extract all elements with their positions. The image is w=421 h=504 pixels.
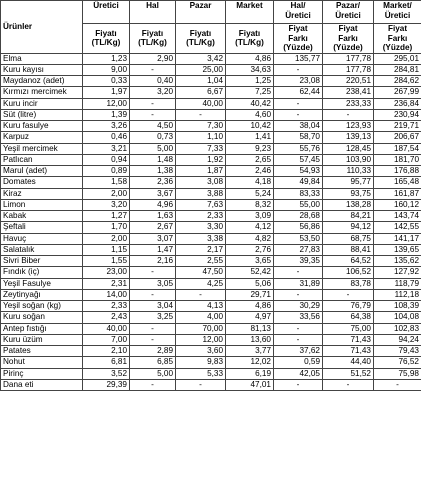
wholesale-price-cell: 3,25 bbox=[130, 312, 176, 323]
market-unit-header: Fiyatı (TL/Kg) bbox=[226, 24, 274, 54]
wholesale-producer-diff-cell: 33,56 bbox=[274, 312, 323, 323]
product-name-cell: Domates bbox=[1, 177, 83, 188]
table-row bbox=[1, 132, 421, 143]
wholesale-producer-diff-cell: - bbox=[274, 267, 323, 278]
market-producer-diff-cell: 295,01 bbox=[374, 53, 421, 64]
producer-price-cell: 0,33 bbox=[83, 76, 130, 87]
market-price-cell: 9,23 bbox=[226, 143, 274, 154]
product-name-cell: Kuru kayısı bbox=[1, 64, 83, 75]
bazaar-producer-diff-cell: 75,00 bbox=[323, 323, 374, 334]
bazaar-producer-diff-cell: 128,45 bbox=[323, 143, 374, 154]
market-price-cell: 81,13 bbox=[226, 323, 274, 334]
wholesale-producer-diff-cell: 27,83 bbox=[274, 244, 323, 255]
market-producer-diff-cell: 75,98 bbox=[374, 368, 421, 379]
wholesale-column-header: Hal bbox=[130, 1, 176, 24]
producer-price-cell: 2,43 bbox=[83, 312, 130, 323]
product-name-cell: Havuç bbox=[1, 233, 83, 244]
wholesale-producer-diff-cell: 57,45 bbox=[274, 154, 323, 165]
market-price-cell: 3,09 bbox=[226, 211, 274, 222]
wholesale-price-cell: 1,38 bbox=[130, 166, 176, 177]
bazaar-unit-header: Fiyatı (TL/Kg) bbox=[176, 24, 226, 54]
product-name-cell: Kırmızı mercimek bbox=[1, 87, 83, 98]
product-name-cell: Maydanoz (adet) bbox=[1, 76, 83, 87]
market-price-cell: 40,42 bbox=[226, 98, 274, 109]
bazaar-price-cell: - bbox=[176, 379, 226, 390]
bazaar-producer-diff-cell: 177,78 bbox=[323, 53, 374, 64]
wholesale-producer-diff-cell: 0,59 bbox=[274, 357, 323, 368]
wholesale-producer-column-header: Hal/ Üretici bbox=[274, 1, 323, 24]
producer-price-cell: 1,23 bbox=[83, 53, 130, 64]
market-producer-diff-cell: 112,18 bbox=[374, 289, 421, 300]
market-producer-diff-cell: 267,99 bbox=[374, 87, 421, 98]
market-producer-diff-cell: 165,48 bbox=[374, 177, 421, 188]
bazaar-price-cell: 3,88 bbox=[176, 188, 226, 199]
bazaar-price-cell: 1,92 bbox=[176, 154, 226, 165]
producer-price-cell: 1,70 bbox=[83, 222, 130, 233]
producer-price-cell: 1,97 bbox=[83, 87, 130, 98]
product-name-cell: Marul (adet) bbox=[1, 166, 83, 177]
bazaar-price-cell: 2,55 bbox=[176, 256, 226, 267]
market-producer-diff-cell: 236,84 bbox=[374, 98, 421, 109]
table-row bbox=[1, 222, 421, 233]
wholesale-producer-diff-cell: 56,86 bbox=[274, 222, 323, 233]
market-price-cell: 6,19 bbox=[226, 368, 274, 379]
bazaar-price-cell: - bbox=[176, 109, 226, 120]
wholesale-producer-diff-cell: - bbox=[274, 334, 323, 345]
bazaar-producer-diff-cell: 71,43 bbox=[323, 346, 374, 357]
market-price-cell: 47,01 bbox=[226, 379, 274, 390]
producer-price-cell: 2,33 bbox=[83, 301, 130, 312]
table-row bbox=[1, 368, 421, 379]
table-row bbox=[1, 334, 421, 345]
market-producer-diff-cell: 118,79 bbox=[374, 278, 421, 289]
market-producer-diff-cell: - bbox=[374, 379, 421, 390]
table-row bbox=[1, 211, 421, 222]
wholesale-price-cell: - bbox=[130, 109, 176, 120]
producer-price-cell: 9,00 bbox=[83, 64, 130, 75]
product-name-cell: Fındık (iç) bbox=[1, 267, 83, 278]
product-name-cell: Sivri Biber bbox=[1, 256, 83, 267]
bazaar-price-cell: 3,30 bbox=[176, 222, 226, 233]
product-name-cell: Karpuz bbox=[1, 132, 83, 143]
bazaar-price-cell: 2,17 bbox=[176, 244, 226, 255]
wholesale-price-cell: 1,48 bbox=[130, 154, 176, 165]
bazaar-price-cell: 4,13 bbox=[176, 301, 226, 312]
bazaar-producer-diff-cell: 139,13 bbox=[323, 132, 374, 143]
market-producer-diff-cell: 230,94 bbox=[374, 109, 421, 120]
bazaar-producer-unit-header: Fiyat Farkı (Yüzde) bbox=[323, 24, 374, 54]
market-producer-diff-cell: 219,71 bbox=[374, 121, 421, 132]
market-producer-diff-cell: 139,65 bbox=[374, 244, 421, 255]
table-row bbox=[1, 301, 421, 312]
wholesale-producer-diff-cell: - bbox=[274, 109, 323, 120]
product-name-cell: Elma bbox=[1, 53, 83, 64]
market-producer-diff-cell: 161,87 bbox=[374, 188, 421, 199]
market-producer-diff-cell: 102,83 bbox=[374, 323, 421, 334]
bazaar-producer-diff-cell: 106,52 bbox=[323, 267, 374, 278]
wholesale-unit-header: Fiyatı (TL/Kg) bbox=[130, 24, 176, 54]
bazaar-price-cell: 9,83 bbox=[176, 357, 226, 368]
table-row bbox=[1, 256, 421, 267]
market-price-cell: 2,76 bbox=[226, 244, 274, 255]
market-producer-diff-cell: 76,52 bbox=[374, 357, 421, 368]
wholesale-producer-diff-cell: 55,76 bbox=[274, 143, 323, 154]
wholesale-producer-diff-cell: 58,70 bbox=[274, 132, 323, 143]
market-producer-diff-cell: 108,39 bbox=[374, 301, 421, 312]
market-producer-diff-cell: 135,62 bbox=[374, 256, 421, 267]
producer-price-cell: 2,00 bbox=[83, 188, 130, 199]
wholesale-producer-diff-cell: 30,29 bbox=[274, 301, 323, 312]
product-name-cell: Pirinç bbox=[1, 368, 83, 379]
producer-price-cell: 2,00 bbox=[83, 233, 130, 244]
wholesale-price-cell: - bbox=[130, 323, 176, 334]
market-column-header: Market bbox=[226, 1, 274, 24]
product-name-cell: Patates bbox=[1, 346, 83, 357]
market-producer-diff-cell: 104,08 bbox=[374, 312, 421, 323]
wholesale-producer-unit-header: Fiyat Farkı (Yüzde) bbox=[274, 24, 323, 54]
producer-price-cell: 12,00 bbox=[83, 98, 130, 109]
wholesale-price-cell: 1,63 bbox=[130, 211, 176, 222]
bazaar-producer-diff-cell: - bbox=[323, 289, 374, 300]
wholesale-producer-diff-cell: 39,35 bbox=[274, 256, 323, 267]
producer-price-cell: 23,00 bbox=[83, 267, 130, 278]
bazaar-producer-diff-cell: 220,51 bbox=[323, 76, 374, 87]
bazaar-price-cell: 40,00 bbox=[176, 98, 226, 109]
bazaar-producer-diff-cell: - bbox=[323, 379, 374, 390]
producer-price-cell: 0,89 bbox=[83, 166, 130, 177]
market-price-cell: 1,25 bbox=[226, 76, 274, 87]
market-price-cell: 4,60 bbox=[226, 109, 274, 120]
wholesale-price-cell: 2,67 bbox=[130, 222, 176, 233]
wholesale-price-cell: - bbox=[130, 64, 176, 75]
wholesale-producer-diff-cell: 38,04 bbox=[274, 121, 323, 132]
bazaar-price-cell: 3,60 bbox=[176, 346, 226, 357]
bazaar-price-cell: 2,33 bbox=[176, 211, 226, 222]
table-row bbox=[1, 166, 421, 177]
wholesale-producer-diff-cell: - bbox=[274, 64, 323, 75]
product-name-cell: Zeytinyağı bbox=[1, 289, 83, 300]
product-name-cell: Kiraz bbox=[1, 188, 83, 199]
table-row bbox=[1, 312, 421, 323]
market-price-cell: 5,24 bbox=[226, 188, 274, 199]
wholesale-price-cell: 3,20 bbox=[130, 87, 176, 98]
market-producer-diff-cell: 284,62 bbox=[374, 76, 421, 87]
market-price-cell: 2,65 bbox=[226, 154, 274, 165]
bazaar-price-cell: 5,33 bbox=[176, 368, 226, 379]
wholesale-price-cell: 4,96 bbox=[130, 199, 176, 210]
table-row bbox=[1, 346, 421, 357]
market-producer-column-header: Market/ Üretici bbox=[374, 1, 421, 24]
product-name-cell: Kuru incir bbox=[1, 98, 83, 109]
product-name-cell: Yeşil Fasulye bbox=[1, 278, 83, 289]
product-name-cell: Yeşil mercimek bbox=[1, 143, 83, 154]
market-price-cell: 7,25 bbox=[226, 87, 274, 98]
market-price-cell: 5,06 bbox=[226, 278, 274, 289]
market-price-cell: 1,41 bbox=[226, 132, 274, 143]
bazaar-producer-diff-cell: 238,41 bbox=[323, 87, 374, 98]
bazaar-price-cell: 7,30 bbox=[176, 121, 226, 132]
table-row bbox=[1, 98, 421, 109]
bazaar-producer-diff-cell: 64,52 bbox=[323, 256, 374, 267]
producer-price-cell: 1,58 bbox=[83, 177, 130, 188]
market-price-cell: 4,86 bbox=[226, 301, 274, 312]
table-row bbox=[1, 233, 421, 244]
bazaar-price-cell: 47,50 bbox=[176, 267, 226, 278]
table-row bbox=[1, 244, 421, 255]
bazaar-price-cell: 1,10 bbox=[176, 132, 226, 143]
table-row bbox=[1, 188, 421, 199]
producer-price-cell: 3,26 bbox=[83, 121, 130, 132]
bazaar-producer-diff-cell: 88,41 bbox=[323, 244, 374, 255]
table-row bbox=[1, 64, 421, 75]
market-producer-diff-cell: 94,24 bbox=[374, 334, 421, 345]
market-producer-diff-cell: 142,55 bbox=[374, 222, 421, 233]
table-row bbox=[1, 154, 421, 165]
wholesale-price-cell: 2,90 bbox=[130, 53, 176, 64]
product-name-cell: Kabak bbox=[1, 211, 83, 222]
wholesale-price-cell: 5,00 bbox=[130, 143, 176, 154]
wholesale-producer-diff-cell: - bbox=[274, 289, 323, 300]
bazaar-producer-diff-cell: 95,77 bbox=[323, 177, 374, 188]
bazaar-price-cell: - bbox=[176, 289, 226, 300]
wholesale-price-cell: - bbox=[130, 379, 176, 390]
market-price-cell: 4,97 bbox=[226, 312, 274, 323]
table-row bbox=[1, 379, 421, 390]
bazaar-price-cell: 3,42 bbox=[176, 53, 226, 64]
bazaar-producer-diff-cell: 71,43 bbox=[323, 334, 374, 345]
product-name-cell: Antep fıstığı bbox=[1, 323, 83, 334]
wholesale-producer-diff-cell: 23,08 bbox=[274, 76, 323, 87]
wholesale-price-cell: - bbox=[130, 98, 176, 109]
wholesale-price-cell: - bbox=[130, 289, 176, 300]
market-price-cell: 3,65 bbox=[226, 256, 274, 267]
producer-price-cell: 1,39 bbox=[83, 109, 130, 120]
market-price-cell: 10,42 bbox=[226, 121, 274, 132]
wholesale-producer-diff-cell: 55,00 bbox=[274, 199, 323, 210]
market-producer-unit-header: Fiyat Farkı (Yüzde) bbox=[374, 24, 421, 54]
bazaar-producer-diff-cell: 84,21 bbox=[323, 211, 374, 222]
wholesale-producer-diff-cell: - bbox=[274, 323, 323, 334]
producer-price-cell: 1,15 bbox=[83, 244, 130, 255]
bazaar-producer-diff-cell: 83,78 bbox=[323, 278, 374, 289]
bazaar-producer-diff-cell: 103,90 bbox=[323, 154, 374, 165]
bazaar-producer-diff-cell: 68,75 bbox=[323, 233, 374, 244]
product-name-cell: Süt (litre) bbox=[1, 109, 83, 120]
producer-price-cell: 3,21 bbox=[83, 143, 130, 154]
market-price-cell: 3,77 bbox=[226, 346, 274, 357]
bazaar-producer-diff-cell: 123,93 bbox=[323, 121, 374, 132]
wholesale-price-cell: 6,85 bbox=[130, 357, 176, 368]
market-price-cell: 52,42 bbox=[226, 267, 274, 278]
wholesale-producer-diff-cell: 62,44 bbox=[274, 87, 323, 98]
wholesale-producer-diff-cell: 83,33 bbox=[274, 188, 323, 199]
producer-price-cell: 2,10 bbox=[83, 346, 130, 357]
wholesale-price-cell: 1,47 bbox=[130, 244, 176, 255]
market-price-cell: 8,32 bbox=[226, 199, 274, 210]
wholesale-price-cell: 3,67 bbox=[130, 188, 176, 199]
market-producer-diff-cell: 141,17 bbox=[374, 233, 421, 244]
market-producer-diff-cell: 206,67 bbox=[374, 132, 421, 143]
table-row bbox=[1, 199, 421, 210]
market-producer-diff-cell: 187,54 bbox=[374, 143, 421, 154]
bazaar-producer-diff-cell: 64,38 bbox=[323, 312, 374, 323]
bazaar-price-cell: 1,04 bbox=[176, 76, 226, 87]
bazaar-producer-diff-cell: 93,75 bbox=[323, 188, 374, 199]
product-name-cell: Nohut bbox=[1, 357, 83, 368]
market-price-cell: 13,60 bbox=[226, 334, 274, 345]
bazaar-producer-diff-cell: - bbox=[323, 109, 374, 120]
bazaar-producer-diff-cell: 177,78 bbox=[323, 64, 374, 75]
product-name-cell: Patlıcan bbox=[1, 154, 83, 165]
producer-price-cell: 0,94 bbox=[83, 154, 130, 165]
bazaar-producer-diff-cell: 51,52 bbox=[323, 368, 374, 379]
product-name-cell: Dana eti bbox=[1, 379, 83, 390]
market-producer-diff-cell: 181,70 bbox=[374, 154, 421, 165]
product-name-cell: Kuru fasulye bbox=[1, 121, 83, 132]
table-row bbox=[1, 143, 421, 154]
wholesale-price-cell: 5,00 bbox=[130, 368, 176, 379]
table-row bbox=[1, 121, 421, 132]
market-price-cell: 2,46 bbox=[226, 166, 274, 177]
bazaar-price-cell: 25,00 bbox=[176, 64, 226, 75]
bazaar-price-cell: 12,00 bbox=[176, 334, 226, 345]
bazaar-price-cell: 4,25 bbox=[176, 278, 226, 289]
wholesale-producer-diff-cell: 42,05 bbox=[274, 368, 323, 379]
table-row bbox=[1, 87, 421, 98]
wholesale-producer-diff-cell: - bbox=[274, 379, 323, 390]
bazaar-price-cell: 1,87 bbox=[176, 166, 226, 177]
product-name-cell: Kuru üzüm bbox=[1, 334, 83, 345]
producer-price-cell: 6,81 bbox=[83, 357, 130, 368]
bazaar-price-cell: 7,63 bbox=[176, 199, 226, 210]
product-name-cell: Kuru soğan bbox=[1, 312, 83, 323]
market-price-cell: 4,18 bbox=[226, 177, 274, 188]
table-row bbox=[1, 177, 421, 188]
producer-price-cell: 14,00 bbox=[83, 289, 130, 300]
bazaar-producer-diff-cell: 233,33 bbox=[323, 98, 374, 109]
table-row bbox=[1, 76, 421, 87]
wholesale-price-cell: 2,89 bbox=[130, 346, 176, 357]
table-row bbox=[1, 278, 421, 289]
market-price-cell: 4,12 bbox=[226, 222, 274, 233]
producer-price-cell: 40,00 bbox=[83, 323, 130, 334]
market-producer-diff-cell: 127,92 bbox=[374, 267, 421, 278]
table-row bbox=[1, 53, 421, 64]
wholesale-producer-diff-cell: 135,77 bbox=[274, 53, 323, 64]
table-row bbox=[1, 267, 421, 278]
bazaar-producer-diff-cell: 44,40 bbox=[323, 357, 374, 368]
bazaar-price-cell: 3,38 bbox=[176, 233, 226, 244]
wholesale-producer-diff-cell: 28,68 bbox=[274, 211, 323, 222]
producer-price-cell: 3,20 bbox=[83, 199, 130, 210]
bazaar-price-cell: 70,00 bbox=[176, 323, 226, 334]
bazaar-price-cell: 4,00 bbox=[176, 312, 226, 323]
bazaar-price-cell: 7,33 bbox=[176, 143, 226, 154]
table-row bbox=[1, 323, 421, 334]
wholesale-price-cell: 0,40 bbox=[130, 76, 176, 87]
producer-price-cell: 1,55 bbox=[83, 256, 130, 267]
bazaar-price-cell: 3,08 bbox=[176, 177, 226, 188]
market-price-cell: 29,71 bbox=[226, 289, 274, 300]
market-price-cell: 12,02 bbox=[226, 357, 274, 368]
product-name-cell: Salatalık bbox=[1, 244, 83, 255]
bazaar-producer-column-header: Pazar/ Üretici bbox=[323, 1, 374, 24]
product-name-cell: Yeşil soğan (kg) bbox=[1, 301, 83, 312]
bazaar-producer-diff-cell: 94,12 bbox=[323, 222, 374, 233]
bazaar-producer-diff-cell: 76,79 bbox=[323, 301, 374, 312]
wholesale-producer-diff-cell: 49,84 bbox=[274, 177, 323, 188]
wholesale-producer-diff-cell: 54,93 bbox=[274, 166, 323, 177]
wholesale-price-cell: 2,36 bbox=[130, 177, 176, 188]
wholesale-price-cell: 2,16 bbox=[130, 256, 176, 267]
bazaar-price-cell: 6,67 bbox=[176, 87, 226, 98]
producer-price-cell: 7,00 bbox=[83, 334, 130, 345]
wholesale-producer-diff-cell: 37,62 bbox=[274, 346, 323, 357]
market-producer-diff-cell: 176,88 bbox=[374, 166, 421, 177]
table-row bbox=[1, 357, 421, 368]
product-name-cell: Limon bbox=[1, 199, 83, 210]
producer-price-cell: 0,46 bbox=[83, 132, 130, 143]
market-producer-diff-cell: 143,74 bbox=[374, 211, 421, 222]
wholesale-price-cell: 4,50 bbox=[130, 121, 176, 132]
producer-price-cell: 2,31 bbox=[83, 278, 130, 289]
table-body bbox=[1, 53, 421, 391]
wholesale-price-cell: 3,04 bbox=[130, 301, 176, 312]
table-row bbox=[1, 109, 421, 120]
producer-price-cell: 3,52 bbox=[83, 368, 130, 379]
header-row-titles bbox=[1, 1, 421, 24]
producer-unit-header: Fiyatı (TL/Kg) bbox=[83, 24, 130, 54]
product-name-cell: Şeftali bbox=[1, 222, 83, 233]
wholesale-producer-diff-cell: - bbox=[274, 98, 323, 109]
market-producer-diff-cell: 284,81 bbox=[374, 64, 421, 75]
market-price-cell: 34,63 bbox=[226, 64, 274, 75]
producer-price-cell: 1,27 bbox=[83, 211, 130, 222]
wholesale-price-cell: 3,05 bbox=[130, 278, 176, 289]
market-producer-diff-cell: 160,12 bbox=[374, 199, 421, 210]
wholesale-price-cell: - bbox=[130, 267, 176, 278]
bazaar-producer-diff-cell: 138,28 bbox=[323, 199, 374, 210]
wholesale-price-cell: 3,07 bbox=[130, 233, 176, 244]
wholesale-producer-diff-cell: 53,50 bbox=[274, 233, 323, 244]
bazaar-producer-diff-cell: 110,33 bbox=[323, 166, 374, 177]
wholesale-price-cell: - bbox=[130, 334, 176, 345]
producer-column-header: Üretici bbox=[83, 1, 130, 24]
producer-price-cell: 29,39 bbox=[83, 379, 130, 390]
wholesale-producer-diff-cell: 31,89 bbox=[274, 278, 323, 289]
table-row bbox=[1, 289, 421, 300]
wholesale-price-cell: 0,73 bbox=[130, 132, 176, 143]
market-producer-diff-cell: 79,43 bbox=[374, 346, 421, 357]
bazaar-column-header: Pazar bbox=[176, 1, 226, 24]
products-column-header: Ürünler bbox=[1, 1, 83, 54]
market-price-cell: 4,82 bbox=[226, 233, 274, 244]
market-price-cell: 4,86 bbox=[226, 53, 274, 64]
